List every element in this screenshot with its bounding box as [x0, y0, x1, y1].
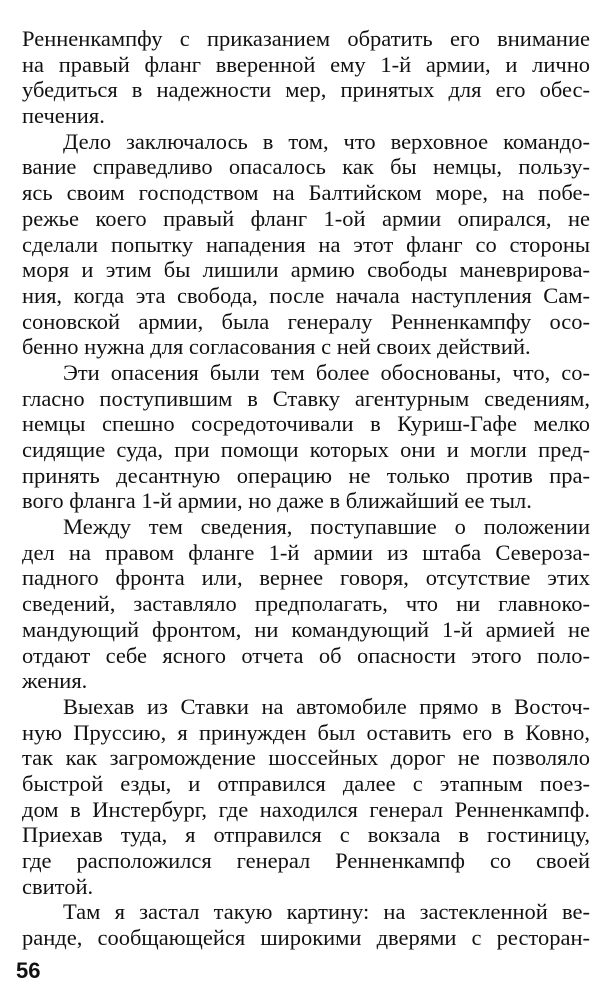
text-line: мандующий фронтом, ни командующий 1-й армией не — [22, 616, 590, 642]
text-line: сидящие суда, при помощи которых они и могли пред- — [22, 437, 590, 462]
text-line: соновской армии, была генералу Ренненкампфу осо- — [22, 308, 590, 334]
page-body-text — [22, 26, 590, 951]
text-line: убедиться в надежности мер, принятых для его обес- — [22, 77, 590, 103]
paragraph — [22, 129, 590, 360]
text-line: немцы спешно сосредоточивали в Куриш-Гафе мелко — [22, 411, 590, 437]
text-line: где расположился генерал Ренненкампф со своей — [22, 848, 590, 873]
text-line: на правый фланг вверенной ему 1-й армии, и лично — [22, 51, 590, 77]
text-line: Приехав туда, я отправился с вокзала в гостиницу, — [22, 822, 590, 848]
text-line: жения. — [22, 668, 88, 694]
text-line: вого фланга 1-й армии, но даже в ближайший ее тыл. — [22, 488, 532, 514]
text-line: вание справедливо опасалось как бы немцы, пользу- — [22, 154, 590, 180]
text-line: ранде, сообщающейся широкими дверями с ресторан- — [22, 925, 590, 951]
text-line: дел на правом фланге 1-й армии из штаба Североза- — [22, 539, 590, 565]
text-line: режье коего правый фланг 1-ой армии опирался, не — [22, 205, 590, 231]
text-line: Ренненкампфу с приказанием обратить его внимание — [22, 26, 590, 51]
text-line: ния, когда эта свобода, после начала наступления Сам- — [22, 282, 590, 308]
text-line: быстрой езды, и отправился далее с этапным поез- — [22, 770, 590, 796]
text-line: падного фронта или, вернее говоря, отсутствие этих — [22, 565, 590, 591]
text-line: принять десантную операцию не только против пра- — [22, 462, 590, 488]
paragraph — [22, 514, 590, 694]
text-line: так как загромождение шоссейных дорог не позволяло — [22, 745, 590, 771]
text-line: печения. — [22, 103, 105, 129]
text-line: Там я застал такую картину: на застекленной ве- — [63, 899, 590, 925]
text-line: гласно поступившим в Ставку агентурным сведениям, — [22, 385, 590, 411]
paragraph — [22, 899, 590, 950]
text-line: отдают себе ясного отчета об опасности этого поло- — [22, 642, 590, 668]
text-line: бенно нужна для согласования с ней своих действий. — [22, 334, 531, 360]
text-line: Дело заключалось в том, что верховное командо- — [63, 128, 590, 154]
text-line: дом в Инстербург, где находился генерал Ренненкампф. — [22, 796, 590, 822]
text-line: сведений, заставляло предполагать, что ни главноко- — [22, 591, 590, 617]
text-line: ную Пруссию, я принужден был оставить его в Ковно, — [22, 719, 590, 745]
text-line: Между тем сведения, поступавшие о положении — [63, 514, 590, 540]
paragraph — [22, 694, 590, 900]
paragraph — [22, 26, 590, 129]
text-line: сделали попытку нападения на этот фланг со стороны — [22, 231, 590, 257]
text-line: моря и этим бы лишили армию свободы маневрирова- — [22, 257, 590, 283]
text-line: Выехав из Ставки на автомобиле прямо в Восточ- — [63, 693, 590, 719]
text-line: ясь своим господством на Балтийском море, на побе- — [22, 180, 590, 206]
page-number: 56 — [16, 958, 41, 983]
text-line: свитой. — [22, 873, 94, 899]
paragraph — [22, 360, 590, 514]
text-line: Эти опасения были тем более обоснованы, что, со- — [63, 359, 590, 385]
